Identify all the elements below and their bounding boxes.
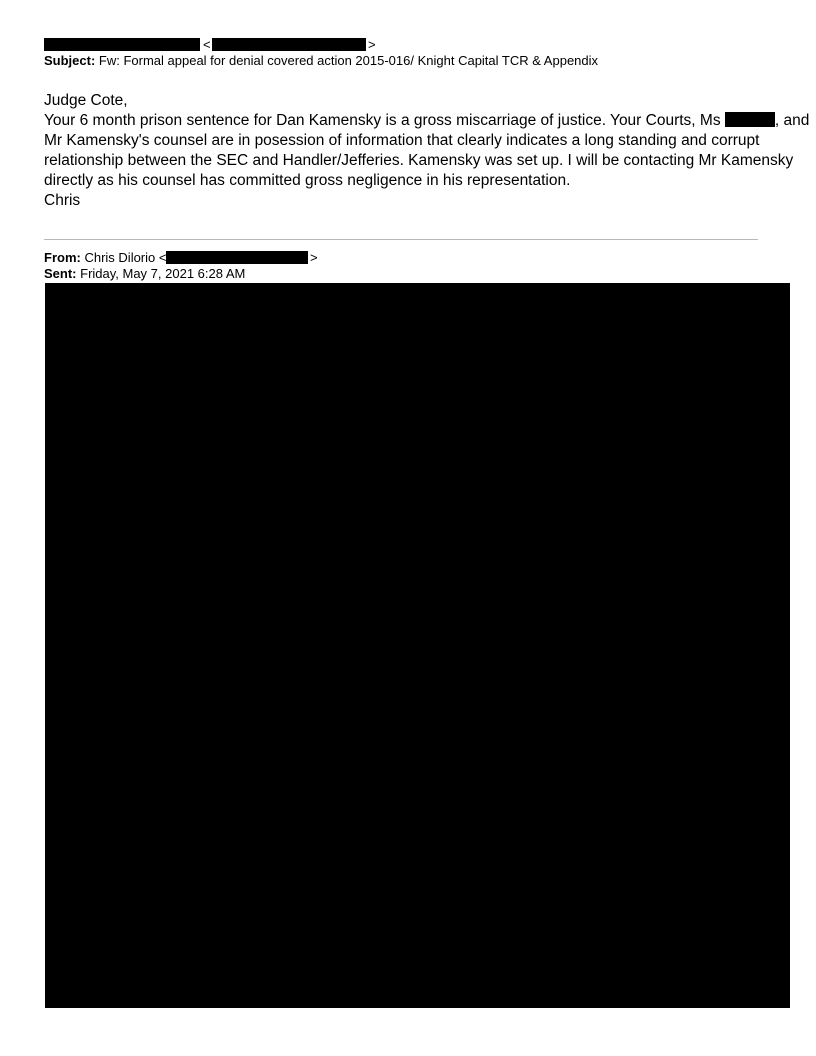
redacted-from-email bbox=[166, 251, 308, 264]
message-line-3: relationship between the SEC and Handler/Jefferies. Kamensky was set up. I will be contacting Mr Kamensky bbox=[44, 152, 794, 169]
subject-label: Subject: bbox=[44, 53, 96, 68]
forward-divider bbox=[44, 239, 758, 240]
message-line-4: directly as his counsel has committed gross negligence in his representation. bbox=[44, 172, 571, 189]
greeting: Judge Cote, bbox=[44, 92, 128, 109]
from-name: Chris Dilorio < bbox=[84, 250, 167, 265]
sender-lt: < bbox=[203, 37, 211, 52]
sent-label: Sent: bbox=[44, 266, 77, 281]
subject-line bbox=[44, 53, 598, 69]
message-line-2: Mr Kamensky's counsel are in posession of information that clearly indicates a long standing and corrupt bbox=[44, 132, 760, 149]
redacted-name-inline bbox=[725, 112, 775, 127]
from-label: From: bbox=[44, 250, 81, 265]
from-line bbox=[44, 250, 166, 266]
message-line-1-tail: , and bbox=[774, 112, 810, 129]
sent-line bbox=[44, 266, 245, 282]
subject-value: Fw: Formal appeal for denial covered action 2015-016/ Knight Capital TCR & Appendix bbox=[98, 53, 599, 68]
message-line-1-text: Your 6 month prison sentence for Dan Kamensky is a gross miscarriage of justice. Your Courts, Ms bbox=[44, 112, 725, 129]
sender-gt: > bbox=[368, 37, 376, 52]
sent-value: Friday, May 7, 2021 6:28 AM bbox=[80, 266, 246, 281]
from-close: > bbox=[310, 250, 318, 265]
redacted-sender-name bbox=[44, 38, 200, 51]
message-line-1 bbox=[44, 111, 809, 131]
signature: Chris bbox=[44, 192, 81, 209]
redacted-sender-email bbox=[212, 38, 366, 51]
redacted-forwarded-content bbox=[45, 283, 790, 1008]
